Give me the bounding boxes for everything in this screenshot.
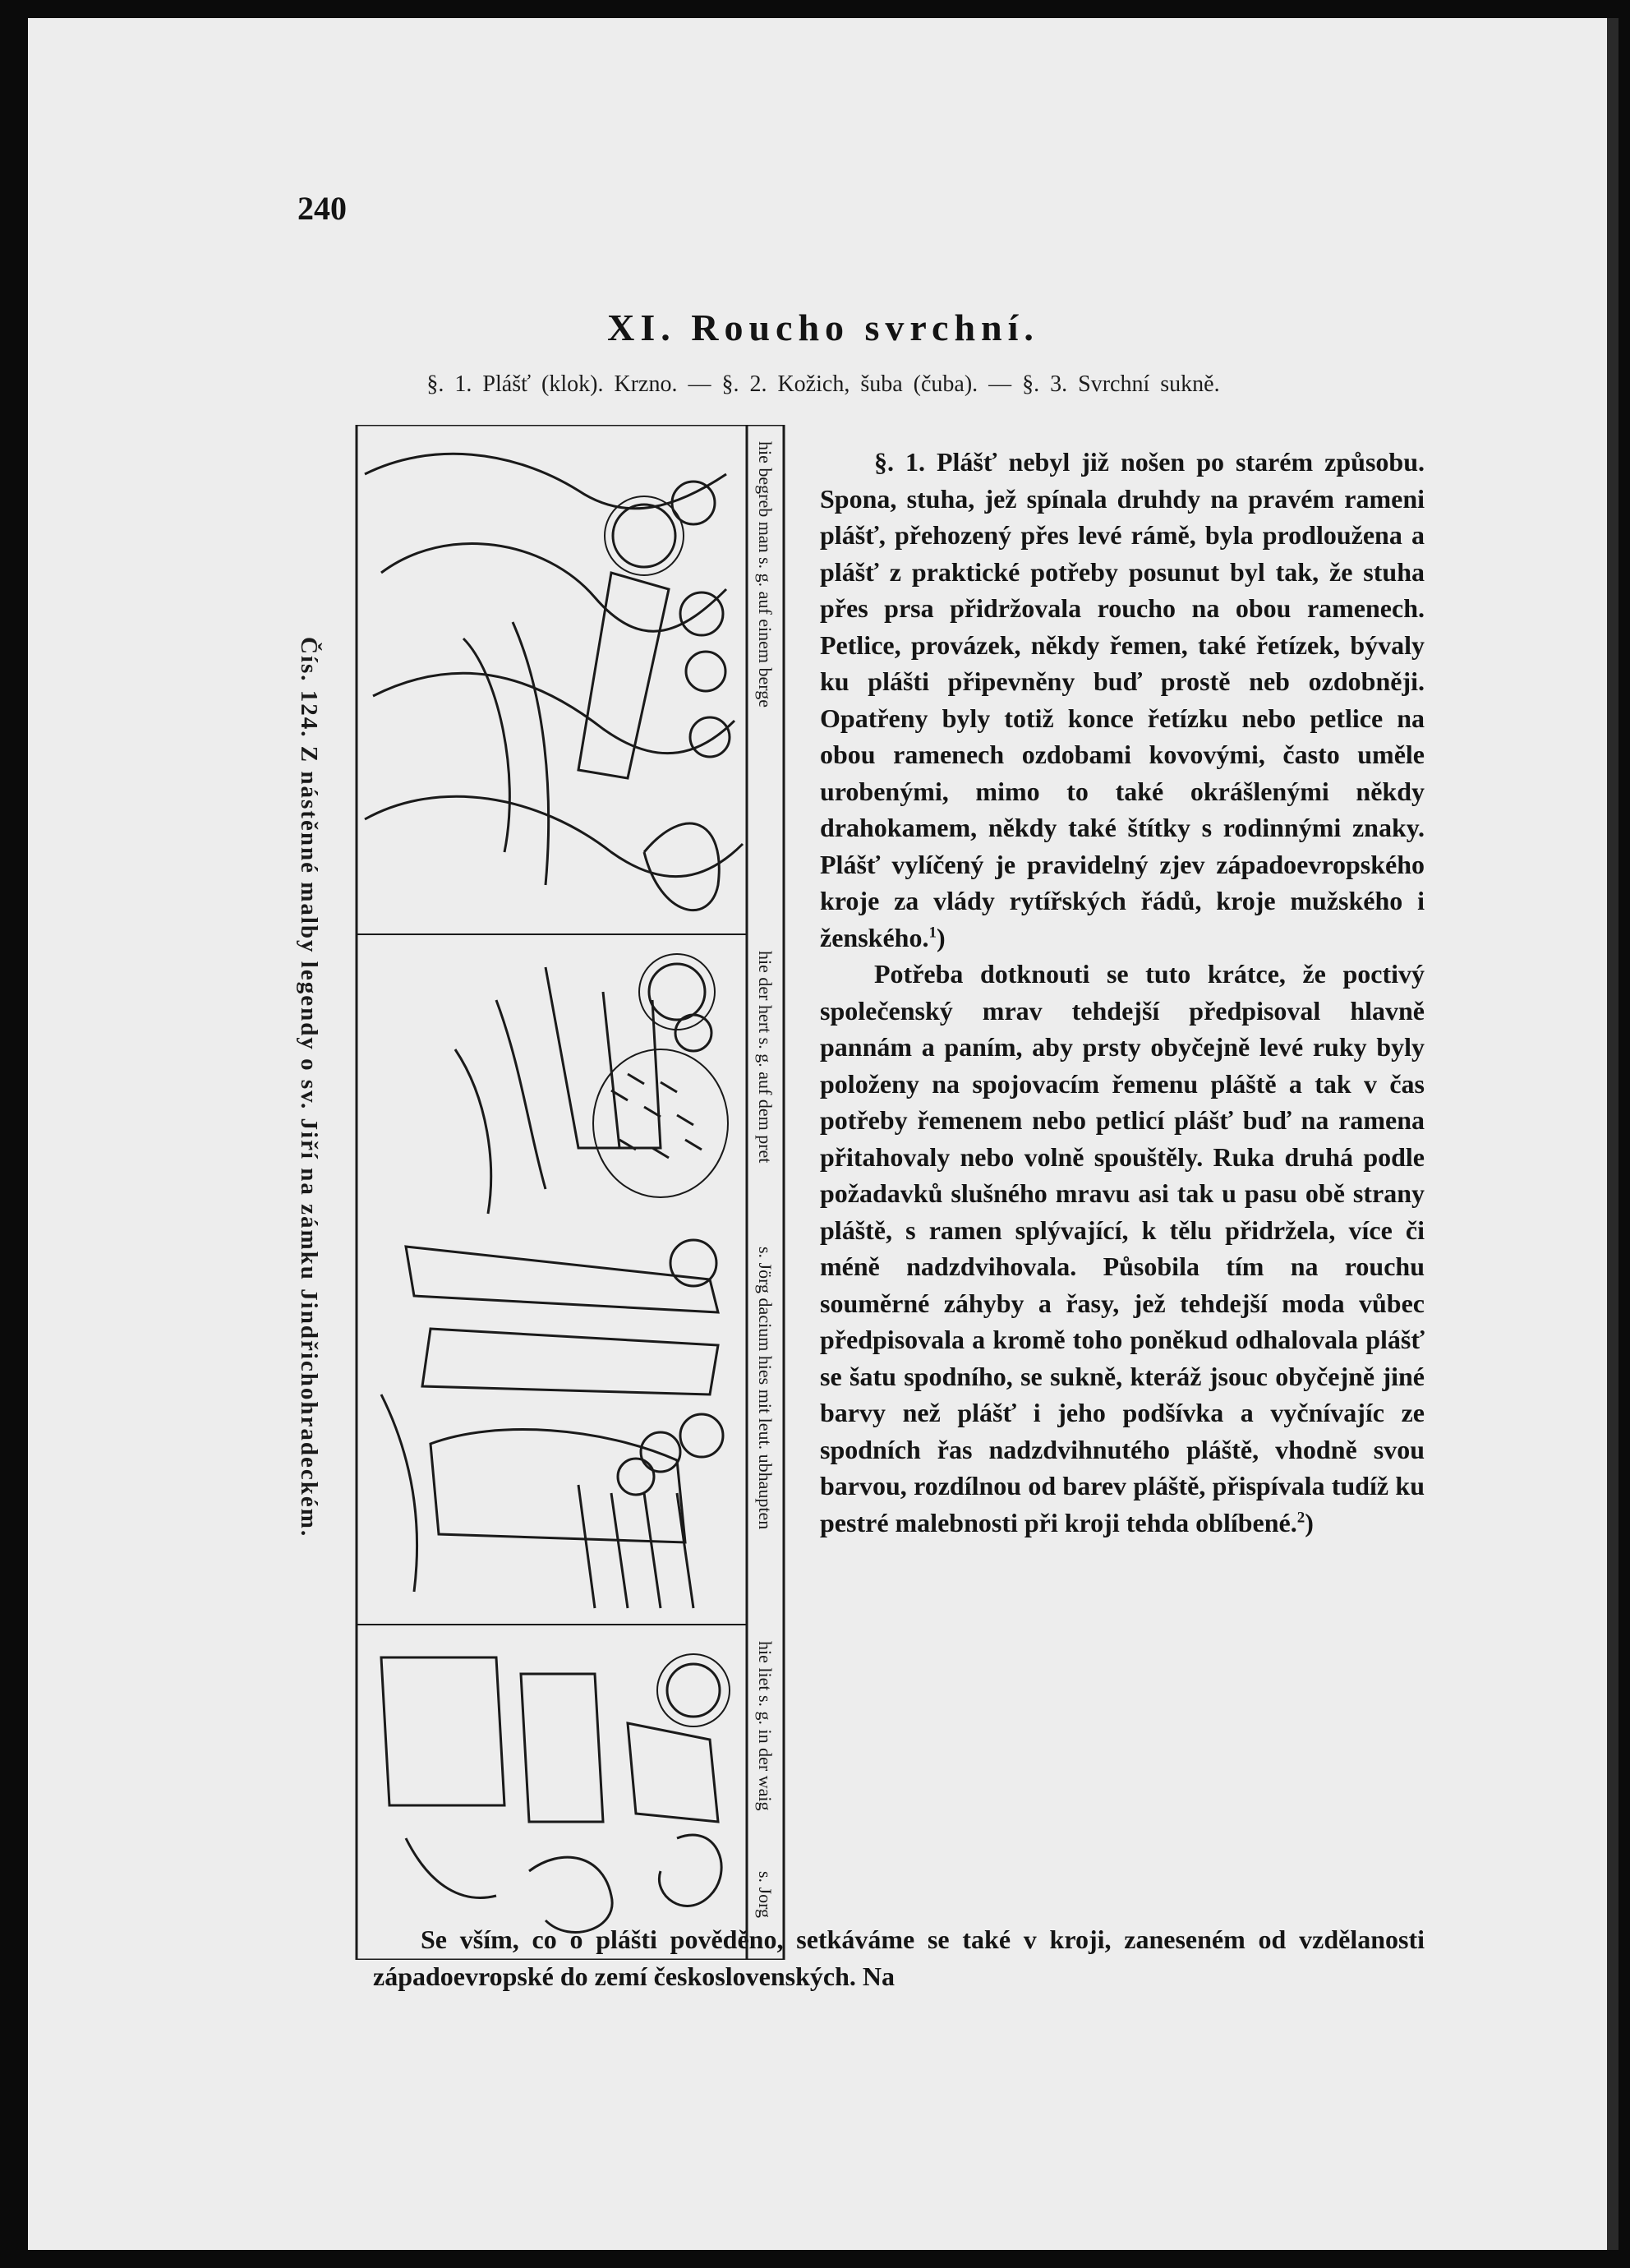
mural-inscription: hie der hert s. g. auf dem pret <box>755 951 776 1164</box>
paragraph-full-width: Se vším, co o plášti pověděno, setkáváme se také v kroji, zaneseném od vzdělanosti západoevropské do zemí československých. Na <box>373 1925 1425 1991</box>
body-column <box>820 444 1425 1541</box>
figure-caption: Čís. 124. Z nástěnné malby legendy o sv. Jiří na zámku Jindřichohradeckém. <box>296 637 322 1538</box>
paragraph-mantle: §. 1. Plášť nebyl již nošen po starém způsobu. Spona, stuha, jež spínala druhdy na pravém rameni plášť, přehozený přes levé rámě, byla prodloužena a plášť z praktické potřeby posunut byl tak, že stuha přes prsa přidržovala roucho na obou ramenech. Petlice, provázek, někdy řemen, také řetízek, bývaly ku plášti připevněny buď prostě neb ozdobněji. Opatřeny byly totiž konce řetízku nebo petlice na obou ramenech ozdobami kovovými, často uměle urobenými, mimo to také okrášlenými někdy drahokamem, někdy také štítky s rodinnými znaky. Plášť vylíčený je pravidelný zjev západoevropského kroje za vlády rytířských řádů, kroje mužského i ženského.$^1$) <box>820 447 1425 952</box>
footnote-ref-1[interactable]: 1 <box>928 923 937 941</box>
footnote-ref-2[interactable]: 2 <box>1296 1508 1305 1526</box>
page-number: 240 <box>297 190 347 227</box>
paragraph-manners: Potřeba dotknouti se tuto krátce, že poctivý společenský mrav tehdejší předpisoval hlavně pannám a paním, aby prsty obyčejně levé ruky byly položeny na spojovacím řemenu pláště a tak v čas potřeby řemenem nebo petlicí plášť buď na ramena přitahovaly nebo volně spouštěly. Ruka druhá podle požadavků slušného mravu asi tak u pasu obě strany pláště, s ramen splývající, k tělu přidržela, více či méně nadzdvihovala. Působila tím na rouchu souměrné záhyby a řasy, jež tehdejší moda vůbec předpisovala a kromě toho poněkud odhalovala plášť se šatu spodního, se sukně, kteráž jsouc obyčejně jiné barvy než plášť i jeho podšívka a vyčnívajíc ze spodních řas nadzdvihnutého pláště, vhodně svou barvou, rozdílnou od barev pláště, přispívala tudíž ku pestré malebnosti při kroji tehda oblíbené.$^2$) <box>820 959 1425 1537</box>
book-page <box>28 18 1618 2250</box>
mural-illustration <box>332 425 808 1960</box>
mural-inscription: s. Jorg <box>755 1871 776 1919</box>
mural-inscription: s. Jörg dacium hies mit leut. ubhaupten <box>755 1247 776 1530</box>
mural-inscription: hie liet s. g. in der waig <box>755 1641 776 1811</box>
page-edge-shadow <box>1607 18 1618 2250</box>
chapter-title: XI. Roucho svrchní. <box>607 307 1039 348</box>
mural-inscription: hie begreb man s. g. auf einem berge <box>755 441 776 708</box>
section-summary: §. 1. Plášť (klok). Krzno. — §. 2. Kožich, šuba (čuba). — §. 3. Svrchní sukně. <box>426 371 1220 397</box>
